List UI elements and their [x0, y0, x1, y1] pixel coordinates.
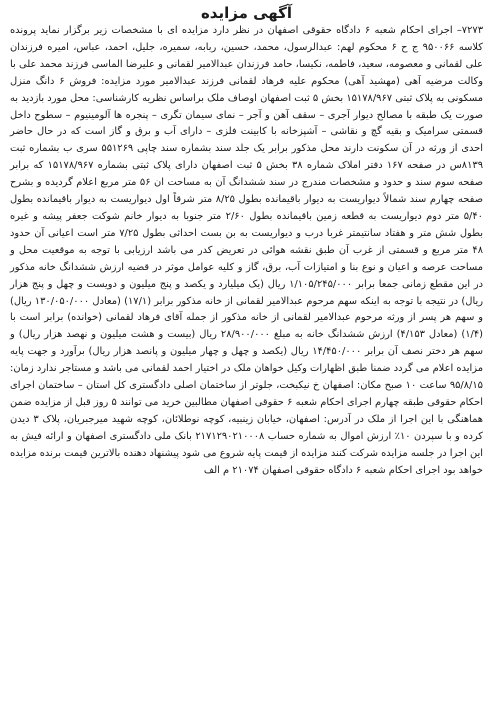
notice-body: ۷۲۷۳– اجرای احکام شعبه ۶ دادگاه حقوقی اصفهان در نظر دارد مزایده ای با مشخصات زیر برگزار نماید پرونده کلاسه ۹۵۰۰۶۶ ج ح ۶ محکوم لهم: عبدالرسول، محمد، حسین، ربابه، سمیره، جلیل، احمد، عباس، امیره فرزندان علی لقمانی و معصومه، سعید، فاطمه، نکیسا، حامد فرزندان عبدالامیر لقمانی و علیرضا الماسی فرزند محمد علی با وکالت مرضیه آهی (مهشید آهی) محکوم علیه فرهاد لقمانی فرزند عبدالامیر مورد مزایده: فروش ۶ دانگ منزل مسکونی به پلاک ثبتی ۱۵۱۷۸/۹۶۷ بخش ۵ ثبت اصفهان اوصاف ملک براساس نظریه کارشناسی: محل مورد بازدید به صورت یک طبقه با مصالح دیوار آجری – سقف آهن و آجر – نمای سیمان تگری – پنجره ها آلومینیوم – سطوح داخل قسمتی سرامیک و بقیه گچ و نقاشی – آشپزخانه با کابینت فلزی – دارای آب و برق و گاز است که در حال حاضر احدی از ورثه در آن سکونت دارند محل مذکور برابر یک جلد سند بشماره سند چاپی ۵۵۱۲۶۹ سری ب بشماره ثبت ۸۱۳۹س در صفحه ۱۶۷ دفتر املاک شماره ۳۸ بخش ۵ ثبت اصفهان دارای پلاک ثبتی بشماره ۱۵۱۷۸/۹۶۷ که برابر صفحه سوم سند و حدود و مشخصات مندرج در سند ششدانگ آن به مساحت ان ۵۶ متر مربع اعلام گردیده و بشرح صفحه چهارم سند شمالاً دیواریست به دیوار باقیمانده بطول ۸/۲۵ متر شرقاً اول دیواریست به دیوار باقیمانده بطول ۵/۴۰ متر دوم دیواریست به قطعه زمین باقیمانده بطول ۲/۶۰ متر جنوبا به دیوار خانم شوکت جعفر پیشه و غیره بطول شش متر و هفتاد سانتیمتر غربا درب و دیواریست به بن بست احداثی بطول ۷/۲۵ متر است اعیانی آن حدود ۴۸ متر مربع و قسمتی از غرب آن طبق نقشه هوائی در تعریض کدر می باشد ارزیابی با توجه به موقعیت محل و مساحت عرصه و اعیان و نوع بنا و امتیازات آب، برق، گاز و کلیه عوامل موثر در قضیه ارزش ششدانگ خانه مذکور در این مقطع زمانی جمعا برابر ۱/۱۰۵/۲۴۵/۰۰۰ ریال (یک میلیارد و یکصد و پنج میلیون و دویست و چهل و پنج هزار ریال) در نتیجه با توجه به اینکه سهم مرحوم عبدالامیر لقمانی از خانه مذکور برابر (۱۷/۱) (معادل ۱۳۰/۰۵۰/۰۰۰ ریال) و سهم هر پسر از ورثه مرحوم عبدالامیر لقمانی از خانه مذکور از جمله آقای فرهاد لقمانی (خوانده) برابر است با (۱/۴) (معادل ۴/۱۵۳) ارزش ششدانگ خانه به مبلغ ۲۸/۹۰۰/۰۰۰ ریال (بیست و هشت میلیون و نهصد هزار ریال) و سهم هر دختر نصف آن برابر ۱۴/۴۵۰/۰۰۰ ریال (یکصد و چهل و چهار میلیون و پانصد هزار ریال) برآورد و جهت پایه مزایده اعلام می گردد ضمنا طبق اظهارات وکیل خواهان ملک در اختیار احمد لقمانی می باشد و مستاجر ندارد زمان: ۹۵/۸/۱۵ ساعت ۱۰ صبح مکان: اصفهان خ نیکبخت، جلوتر از ساختمان اصلی دادگستری کل استان – ساختمان اجرای احکام حقوقی طبقه چهارم اجرای احکام شعبه ۶ حقوقی اصفهان مطالبین خرید می توانند ۵ روز قبل از مزایده ضمن هماهنگی با این اجرا از ملک در آدرس: اصفهان، خیابان زینبیه، کوچه نوطلائان، کوچه شهید میرجبریان، پلاک ۳ دیدن کرده و با سپردن ۱۰٪ ارزش اموال به شماره حساب ۲۱۷۱۲۹۰۲۱۰۰۰۸ بانک ملی دادگستری اصفهان و ارائه فیش به این اجرا در جلسه مزایده شرکت کنند مزایده از قیمت پایه شروع می شود پیشنهاد دهنده بالاترین قیمت برنده مزایده خواهد بود اجرای احکام شعبه ۶ دادگاه حقوقی اصفهان ۲۱۰۷۴ م الف — [10, 25, 484, 476]
notice-title: آگهی مزایده — [200, 4, 293, 22]
